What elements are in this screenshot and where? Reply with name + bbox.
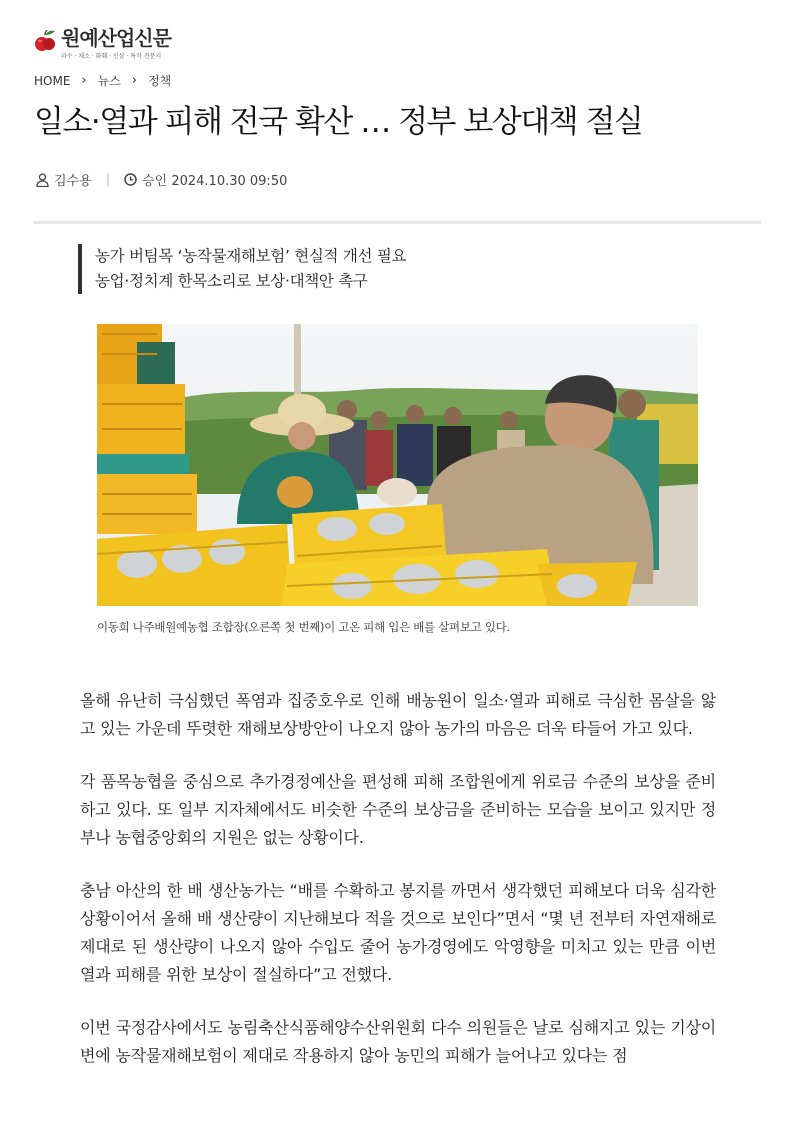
logo-tagline: 과수 · 채소 · 화훼 · 인삼 · 특작 전문지 xyxy=(61,53,162,60)
article-paragraph: 이번 국정감사에서도 농림축산식품해양수산위원회 다수 의원들은 날로 심해지고 있는 기상이변에 농작물재해보험이 제대로 작용하지 않아 농민의 피해가 늘어나고 있다는 점 xyxy=(80,1018,716,1065)
subtitle-line: 농업·정치계 한목소리로 보상·대책안 촉구 xyxy=(95,272,368,290)
breadcrumb xyxy=(34,72,171,89)
breadcrumb-news[interactable]: 뉴스 xyxy=(97,74,121,88)
site-logo[interactable] xyxy=(34,26,171,60)
fruit-logo-icon xyxy=(34,30,58,52)
article-body xyxy=(80,687,716,1095)
logo-name: 원예산업신문 xyxy=(61,26,171,50)
article-title: 일소·열과 피해 전국 확산 … 정부 보상대책 절실 xyxy=(34,104,643,140)
article-paragraph: 올해 유난히 극심했던 폭염과 집중호우로 인해 배농원이 일소·열과 피해로 극심한 몸살을 앓고 있는 가운데 뚜렷한 재해보상방안이 나오지 않아 농가의 마음은 더욱 타들어 가고 있다. xyxy=(80,691,716,738)
article-paragraph: 충남 아산의 한 배 생산농가는 “배를 수확하고 봉지를 까면서 생각했던 피해보다 더욱 심각한 상황이어서 올해 배 생산량이 지난해보다 적을 것으로 보인다”면서 “몇 년 전부터 자연재해로 제대로 된 생산량이 나오지 않아 수입도 줄어 농가경영에도 악영향을 미치고 있는 만큼 이번 열과 피해를 위한 보상이 절실하다”고 전했다. xyxy=(80,881,716,984)
chevron-right-icon: › xyxy=(81,73,87,88)
breadcrumb-policy[interactable]: 정책 xyxy=(148,74,172,88)
article-meta xyxy=(36,170,287,189)
article-approved-date: 승인 2024.10.30 09:50 xyxy=(142,174,288,189)
breadcrumb-home[interactable]: HOME xyxy=(34,73,71,88)
article-photo[interactable] xyxy=(97,324,698,606)
user-icon xyxy=(36,173,49,187)
subtitle-line: 농가 버팀목 ‘농작물재해보험’ 현실적 개선 필요 xyxy=(95,247,407,265)
header-divider xyxy=(34,221,761,224)
clock-icon xyxy=(124,173,137,186)
article-author[interactable]: 김수용 xyxy=(54,174,92,189)
photo-caption: 이동희 나주배원예농협 조합장(오른쪽 첫 번째)이 고온 피해 입은 배를 살펴보고 있다. xyxy=(97,620,510,634)
meta-divider: | xyxy=(105,172,111,187)
article-paragraph: 각 품목농협을 중심으로 추가경정예산을 편성해 피해 조합원에게 위로금 수준의 보상을 준비하고 있다. 또 일부 지자체에서도 비슷한 수준의 보상금을 준비하는 모습을 보이고 있지만 정부나 농협중앙회의 지원은 없는 상황이다. xyxy=(80,772,716,847)
article-subtitles xyxy=(78,244,406,294)
chevron-right-icon: › xyxy=(131,73,137,88)
